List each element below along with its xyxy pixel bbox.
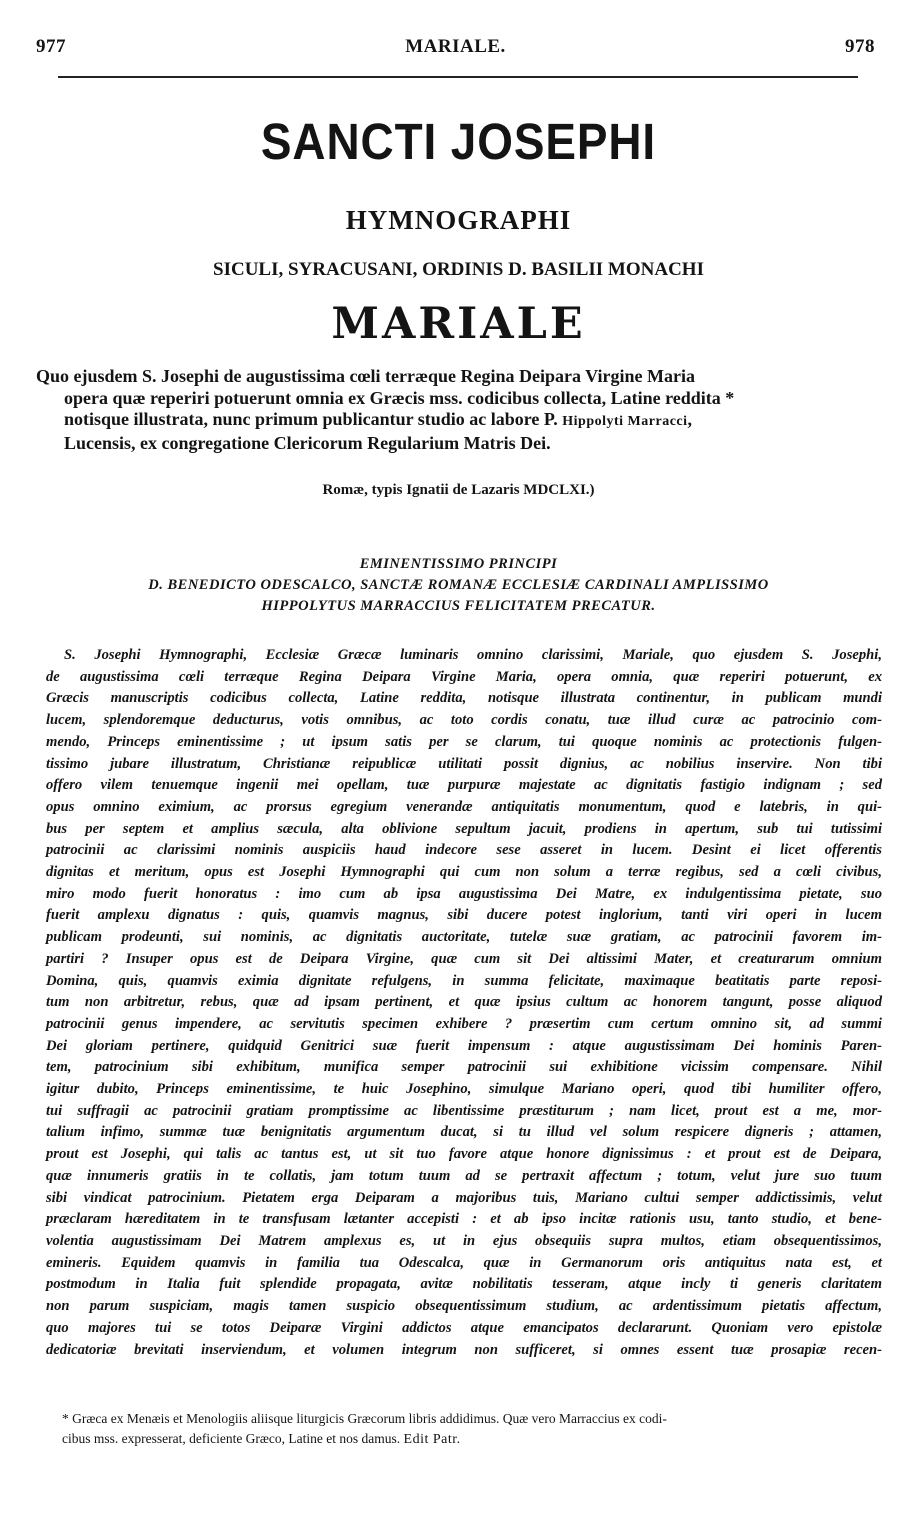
intro-line: notisque illustrata, nunc primum publicantur studio ac labore P. Hippolyti Marracci,	[64, 409, 693, 429]
body-line: dignitas et meritum, opus est Josephi Hymnographi qui cum non solum a terræ regibus, sed a cœli civibus,	[46, 864, 882, 881]
body-line: de augustissima cœli terræque Regina Deipara Virgine Maria, opera omnia, quæ reperiri potuerunt, ex	[46, 668, 882, 685]
footnote-signature: Edit Patr.	[403, 1432, 461, 1447]
body-line: mendo, Princeps eminentissime ; ut ipsum satis per se clarum, tui quoque nominis ac protectionis fulgen-	[46, 733, 882, 750]
body-line: tui suffragii ac patrocinii gratiam promptissime ac libentissime præstiturum ; nam licet, prout est a me, mor-	[46, 1102, 882, 1119]
intro-line: opera quæ reperiri potuerunt omnia ex Græcis mss. codicibus collecta, Latine reddita *	[64, 387, 735, 408]
body-line: quæ innumeris gratiis in te collatis, jam totum tuum ad se pertraxit affectum ; totum, velut jure suo tuum	[46, 1167, 882, 1184]
page-number-right: 978	[845, 36, 875, 57]
body-line: emineris. Equidem quamvis in familia tua Odescalca, quæ in Germanorum oris antiquitus nata est, et	[46, 1254, 882, 1271]
body-line: patrocinii ac clarissimi nominis auspiciis haud indecore sese asseret in lucem. Desint ei licet offerentis	[46, 842, 882, 859]
header-rule	[58, 76, 858, 78]
body-line: postmodum in Italia fuit splendide propagata, avitæ nobilitatis tesseram, atque incly ti generis claritatem	[46, 1276, 882, 1293]
body-line: publicam prodeunti, sui nominis, ac dignitatis auctoritate, tutelæ suæ gratiam, ac patrocinii favorem im-	[46, 929, 882, 946]
body-line: patrocinii genus impendere, ac servitutis specimen exhibere ? præsertim cum certum omnino sit, ad summi	[46, 1015, 882, 1032]
body-line: tem, patrocinium sibi exhibitum, munifica semper patrocinii sui exhibitione vicissim compensare. Nihil	[46, 1059, 882, 1076]
body-line: Domina, quis, quamvis eximia dignitate refulgens, in summa felicitate, maximaque beatitatis parte reposi-	[46, 972, 882, 989]
dedication-line: HIPPOLYTUS MARRACCIUS FELICITATEM PRECATUR.	[261, 598, 656, 614]
title-line-2: HYMNOGRAPHI	[345, 205, 572, 235]
body-line: miro modo fuerit honoratus : imo cum ab ipsa augustissima Dei Matre, ex indulgentissima pietate, suo	[46, 885, 882, 902]
imprint: Romæ, typis Ignatii de Lazaris MDCLXI.)	[322, 482, 595, 498]
dedication-line: D. BENEDICTO ODESCALCO, SANCTÆ ROMANÆ ECCLESIÆ CARDINALI AMPLISSIMO	[148, 577, 769, 593]
intro-line-text: notisque illustrata, nunc primum publicantur studio ac labore P.	[64, 409, 563, 429]
title-line-1: SANCTI JOSEPHI	[260, 113, 657, 170]
body-line: tissimo jubare illustratum, Christianæ reipublicæ utilitati possit dignius, ac nobilius inservire. Non tibi	[46, 755, 882, 772]
body-line: non parum suspiciam, magis tamen suspicio obsequentissimum studium, ac ardentissimum pietatis affectum,	[46, 1298, 882, 1315]
body-line: opus omnino eximium, ac prorsus egregium venerandæ antiquitatis monumentum, quod e latebris, in qui-	[46, 798, 882, 815]
body-line: sibi vindicat patrocinium. Pietatem erga Deiparam a majoribus tuis, Mariano cultui semper addictissimis, velut	[46, 1189, 882, 1206]
body-line: prout est Josephi, qui talis ac tantus est, ut sit tuo favore atque honore dignissimus : et prout est de Deipara,	[46, 1146, 882, 1163]
footnote	[62, 1409, 862, 1450]
body-line: volentia augustissimam Dei Matrem amplexus es, ut in ejus obsequiis supra multos, etiam obsequentissimos,	[46, 1232, 882, 1249]
author-name: Hippolyti Marracci	[562, 414, 688, 429]
body-line: præclaram hæreditatem in te transfusam lætanter accepisti : et ab ipso incitæ rationis usu, tanto studio, et bene-	[46, 1211, 882, 1228]
dedication-line: EMINENTISSIMO PRINCIPI	[359, 556, 558, 572]
intro-paragraph	[36, 366, 884, 454]
dedication-heading	[0, 554, 917, 617]
title-mariale: MARIALE	[331, 299, 586, 349]
body-line: talium infimo, summæ tuæ benignitatis argumentum ducat, si tu illud vel solum respicere digneris ; attamen,	[46, 1124, 882, 1141]
intro-line: Lucensis, ex congregatione Clericorum Regularium Matris Dei.	[64, 432, 551, 453]
running-header	[36, 36, 875, 58]
footnote-text: cibus mss. expresserat, deficiente Græco, Latine et nos damus.	[62, 1431, 404, 1446]
intro-line: Quo ejusdem S. Josephi de augustissima cœli terræque Regina Deipara Virgine Maria	[36, 366, 695, 386]
running-title: MARIALE.	[405, 36, 506, 57]
body-line: Dei gloriam pertinere, quidquid Genitrici suæ fuerit impensum : atque augustissimam Dei hominis Paren-	[46, 1037, 882, 1054]
page-number-left: 977	[36, 36, 66, 57]
dedication-body	[46, 645, 882, 1361]
footnote-line: * Græca ex Menæis et Menologiis aliisque liturgicis Græcorum libris addidimus. Quæ vero Marraccius ex codi-	[62, 1411, 667, 1426]
body-line: Græcis manuscriptis codicibus collecta, Latine reddita, notisque illustrata continentur, in publicam mundi	[46, 690, 882, 707]
body-line: fuerit amplexu dignatus : quis, quamvis magnus, sibi ducere potest inglorium, tanti viri operi in lucem	[46, 907, 882, 924]
body-line: igitur dubito, Princeps eminentissime, te huic Josephino, simulque Mariano operi, quod tibi humiliter offero,	[46, 1081, 882, 1098]
body-line: S. Josephi Hymnographi, Ecclesiæ Græcæ luminaris omnino clarissimi, Mariale, quo ejusdem S. Josephi,	[64, 647, 882, 663]
body-line: partiri ? Insuper opus est de Deipara Virgine, quæ cum sit Dei altissimi Mater, et creaturarum omnium	[46, 950, 882, 967]
body-line: dedicatoriæ brevitati inserviendum, et volumen integrum non sufficeret, si omnes essent tuæ prosapiæ recen-	[46, 1341, 882, 1358]
title-line-3: SICULI, SYRACUSANI, ORDINIS D. BASILII MONACHI	[213, 259, 704, 280]
body-line: tum non arbitretur, rebus, quæ ad ipsam pertinent, et quæ ipsius cultum ac honorem tangunt, posse aliquod	[46, 994, 882, 1011]
body-line: offero vilem tenuemque ingenii mei opellam, tuæ purpuræ majestate ac dignitatis fastigio indignam ; sed	[46, 777, 882, 794]
footnote-line	[62, 1429, 862, 1450]
body-line: quo majores tui se totos Deiparæ Virgini addictos atque emancipatos declararunt. Quoniam vero epistolæ	[46, 1319, 882, 1336]
body-line: bus per septem et amplius sæcula, alta oblivione sepultum jacuit, prodiens in apertum, sub tui tutissimi	[46, 820, 882, 837]
body-line: lucem, splendoremque deducturus, votis omnibus, ac toto cordis conatu, tuæ illud curæ ac patrocinio com-	[46, 712, 882, 729]
